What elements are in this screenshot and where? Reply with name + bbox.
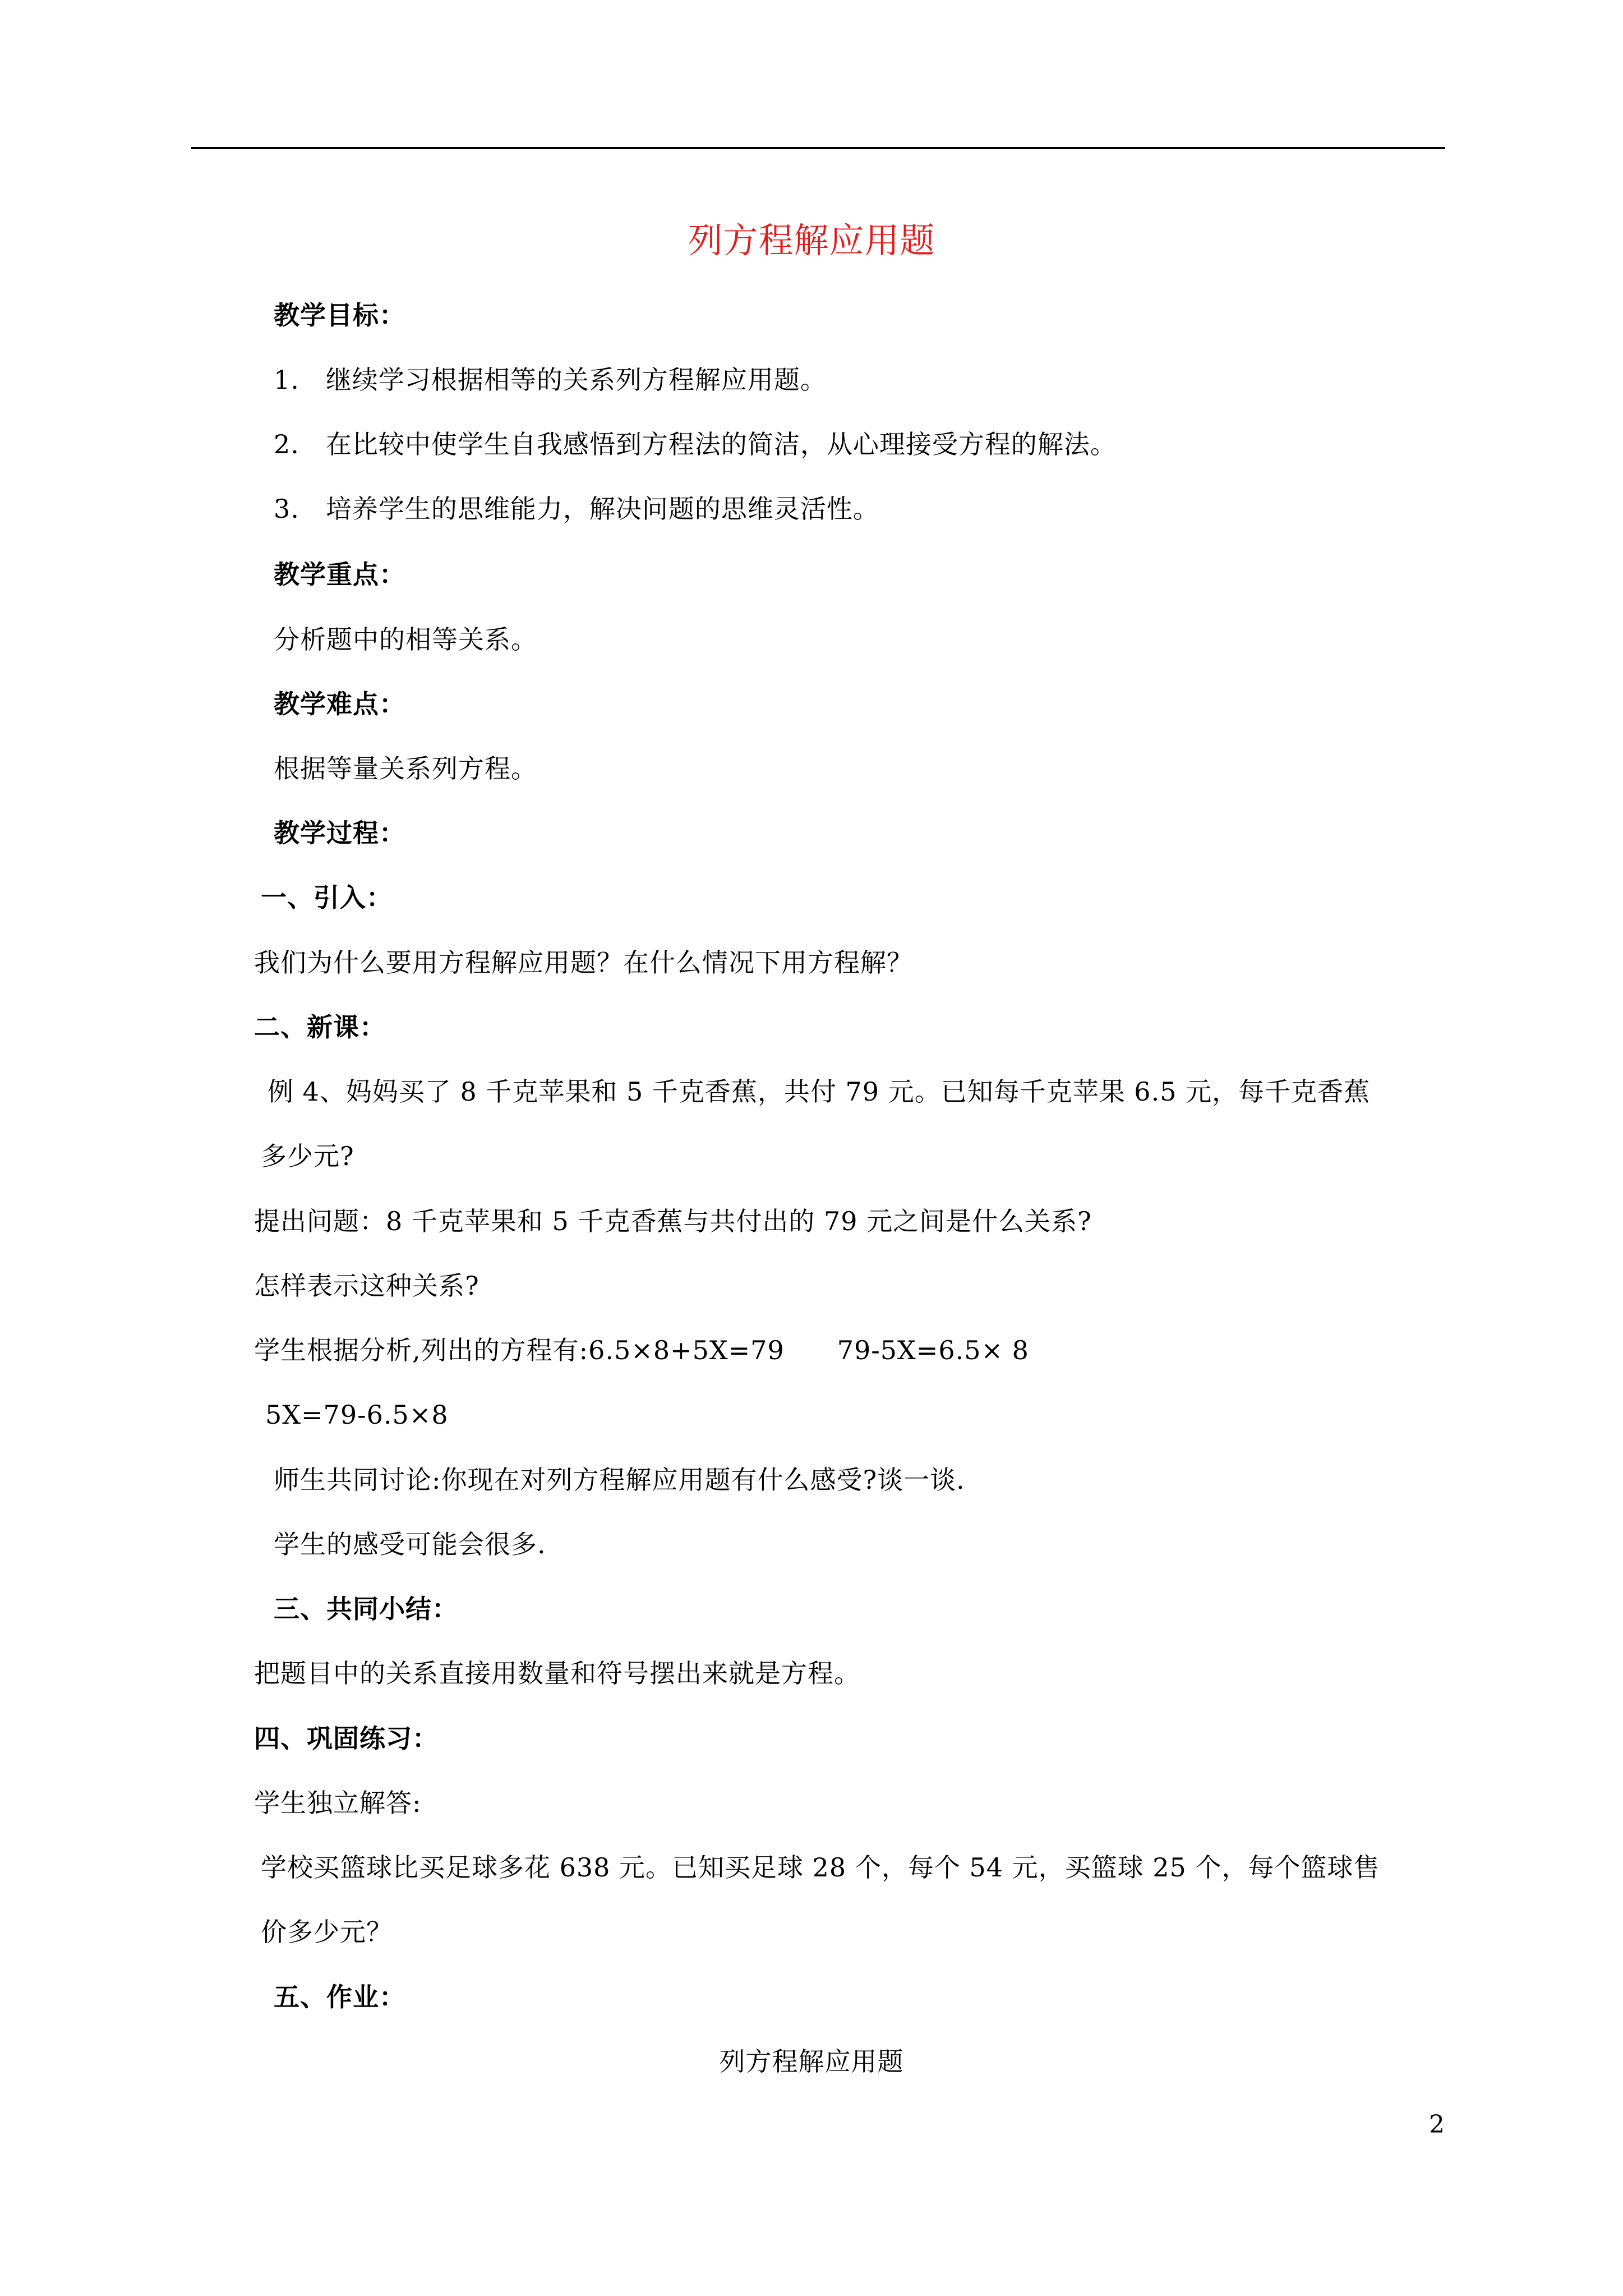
example-line-2: 多少元?	[261, 1141, 354, 1171]
new-lesson-heading: 二、新课：	[254, 1012, 386, 1042]
key-point-heading: 教学重点：	[274, 559, 405, 590]
homework-heading: 五、作业：	[274, 1982, 405, 2012]
summary-heading: 三、共同小结：	[274, 1594, 458, 1624]
page-title: 列方程解应用题	[688, 220, 935, 261]
difficulty-text: 根据等量关系列方程。	[274, 753, 537, 784]
intro-text: 我们为什么要用方程解应用题？在什么情况下用方程解？	[254, 947, 913, 978]
page-number: 2	[1429, 2110, 1445, 2139]
objectives-heading: 教学目标：	[274, 300, 405, 330]
discussion-text: 师生共同讨论:你现在对列方程解应用题有什么感受?谈一谈.	[274, 1465, 965, 1495]
difficulty-heading: 教学难点：	[274, 689, 405, 719]
process-heading: 教学过程：	[274, 818, 405, 848]
objective-item-2: 2. 在比较中使学生自我感悟到方程法的简洁，从心理接受方程的解法。	[274, 429, 1117, 459]
summary-text: 把题目中的关系直接用数量和符号摆出来就是方程。	[254, 1658, 860, 1688]
objective-item-1: 1. 继续学习根据相等的关系列方程解应用题。	[274, 365, 827, 395]
board-title: 列方程解应用题	[719, 2046, 904, 2077]
practice-heading: 四、巩固练习：	[254, 1723, 439, 1754]
equations-line-2: 5X=79-6.5×8	[265, 1400, 449, 1430]
header-rule	[191, 147, 1445, 149]
key-point-text: 分析题中的相等关系。	[274, 624, 537, 655]
question-1: 提出问题：8 千克苹果和 5 千克香蕉与共付出的 79 元之间是什么关系?	[254, 1206, 1092, 1236]
practice-intro: 学生独立解答:	[254, 1788, 422, 1818]
objective-item-3: 3. 培养学生的思维能力，解决问题的思维灵活性。	[274, 494, 879, 524]
equations-line-1: 学生根据分析,列出的方程有:6.5×8+5X=79 79-5X=6.5× 8	[254, 1335, 1029, 1365]
intro-heading: 一、引入：	[261, 882, 393, 913]
question-2: 怎样表示这种关系?	[254, 1271, 479, 1301]
feelings-text: 学生的感受可能会很多.	[274, 1529, 546, 1559]
practice-line-1: 学校买篮球比买足球多花 638 元。已知买足球 28 个，每个 54 元，买篮球 25 个，每个篮球售	[261, 1852, 1380, 1883]
practice-line-2: 价多少元？	[261, 1917, 393, 1947]
example-line-1: 例 4、妈妈买了 8 千克苹果和 5 千克香蕉，共付 79 元。已知每千克苹果 6.5 元，每千克香蕉	[268, 1076, 1371, 1107]
